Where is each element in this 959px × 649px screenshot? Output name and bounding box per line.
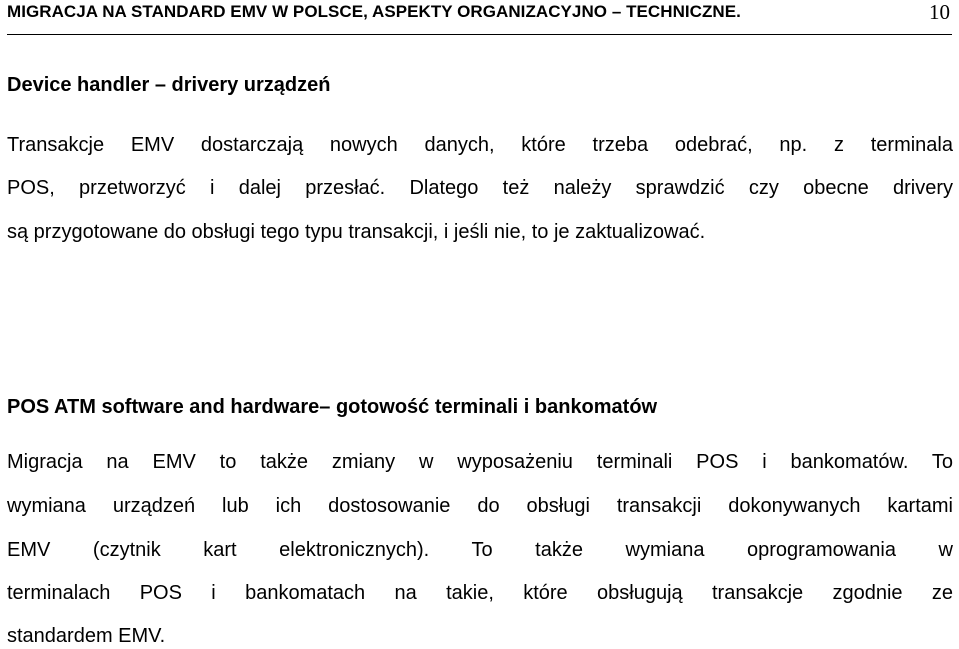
running-header — [7, 0, 952, 35]
paragraph-line: Transakcje EMV dostarczają nowych danych, które trzeba odebrać, np. z terminala — [7, 134, 953, 156]
paragraph-line: standardem EMV. — [7, 625, 166, 647]
paragraph-line: EMV (czytnik kart elektronicznych). To także wymiana oprogramowania w — [7, 539, 953, 561]
paragraph-line: Migracja na EMV to także zmiany w wyposażeniu terminali POS i bankomatów. To — [7, 451, 953, 473]
paragraph-line: są przygotowane do obsługi tego typu transakcji, i jeśli nie, to je zaktualizować. — [7, 221, 706, 243]
page-number: 10 — [929, 0, 950, 24]
section-heading-pos-atm: POS ATM software and hardware– gotowość terminali i bankomatów — [7, 396, 658, 418]
paragraph-line: wymiana urządzeń lub ich dostosowanie do obsługi transakcji dokonywanych kartami — [7, 495, 953, 517]
header-title: MIGRACJA NA STANDARD EMV W POLSCE, ASPEKTY ORGANIZACYJNO – TECHNICZNE. — [7, 2, 741, 21]
paragraph-line: POS, przetworzyć i dalej przesłać. Dlatego też należy sprawdzić czy obecne drivery — [7, 177, 953, 199]
section-heading-device-handler: Device handler – drivery urządzeń — [7, 74, 331, 96]
paragraph-line: terminalach POS i bankomatach na takie, które obsługują transakcje zgodnie ze — [7, 582, 953, 604]
